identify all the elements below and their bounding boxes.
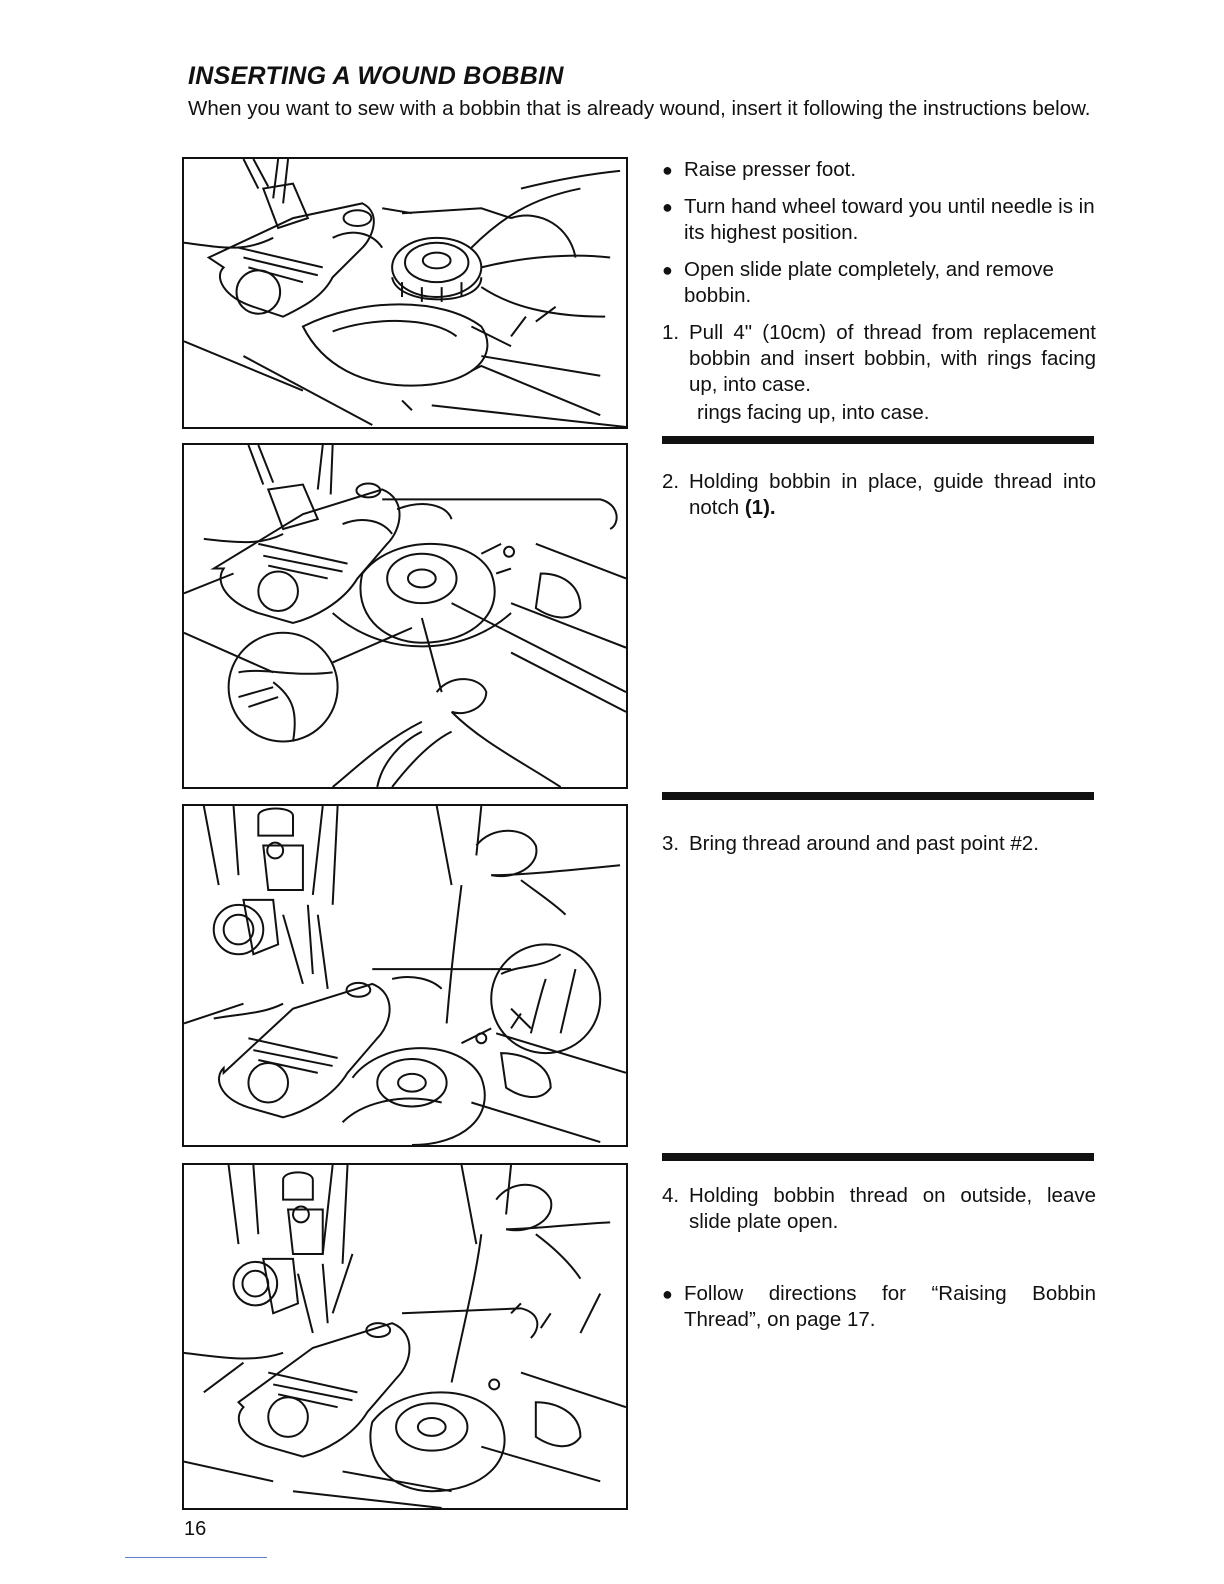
figure-thread-outside [182,1163,628,1510]
list-item: ● Raise presser foot. [662,158,857,181]
list-item: ● Open slide plate completely, and remove bobbin. [662,258,1054,307]
bullet-dot-icon: ● [662,1284,673,1304]
section-divider [662,1153,1094,1161]
step-number: 2. [662,470,680,493]
figure-insert-bobbin [182,157,628,429]
step-number: 3. [662,832,680,855]
step-1 [662,320,1096,398]
step-text: Bring thread around and past point #2. [689,832,1039,855]
list-item: ● Turn hand wheel toward you until needle is in its highest position. [662,195,1095,244]
page-title: INSERTING A WOUND BOBBIN [188,62,564,90]
step-4 [662,1183,1096,1235]
section-divider [662,792,1094,800]
page-number: 16 [184,1518,207,1540]
step-text: Holding bobbin in place, guide thread into notch (1). [689,470,1096,519]
step-2 [662,469,1096,521]
step-text: Pull 4" (10cm) of thread from replacement bobbin and insert bobbin, with rings facing up, into case. [689,321,1096,396]
print-artifact-line: rings facing up, into case. [697,401,930,424]
step-text: Holding bobbin thread on outside, leave slide plate open. [689,1184,1096,1233]
step-number: 4. [662,1184,680,1207]
step-number: 1. [662,321,680,344]
section-divider [662,436,1094,444]
step-block-4 [662,1183,1096,1344]
figure-thread-around-point [182,804,628,1147]
step-block-3 [662,831,1096,868]
bullet-dot-icon: ● [662,260,673,280]
intro-paragraph: When you want to sew with a bobbin that is already wound, insert it following the instructions below. [188,97,1091,120]
step-block-1 [662,157,1096,426]
step-block-2 [662,469,1096,532]
step-3 [662,831,1096,857]
bullet-dot-icon: ● [662,160,673,180]
footer-line [125,1557,267,1558]
list-item: ● Follow directions for “Raising Bobbin Thread”, on page 17. [662,1282,1096,1331]
figure-guide-thread-notch [182,443,628,789]
bullet-dot-icon: ● [662,197,673,217]
